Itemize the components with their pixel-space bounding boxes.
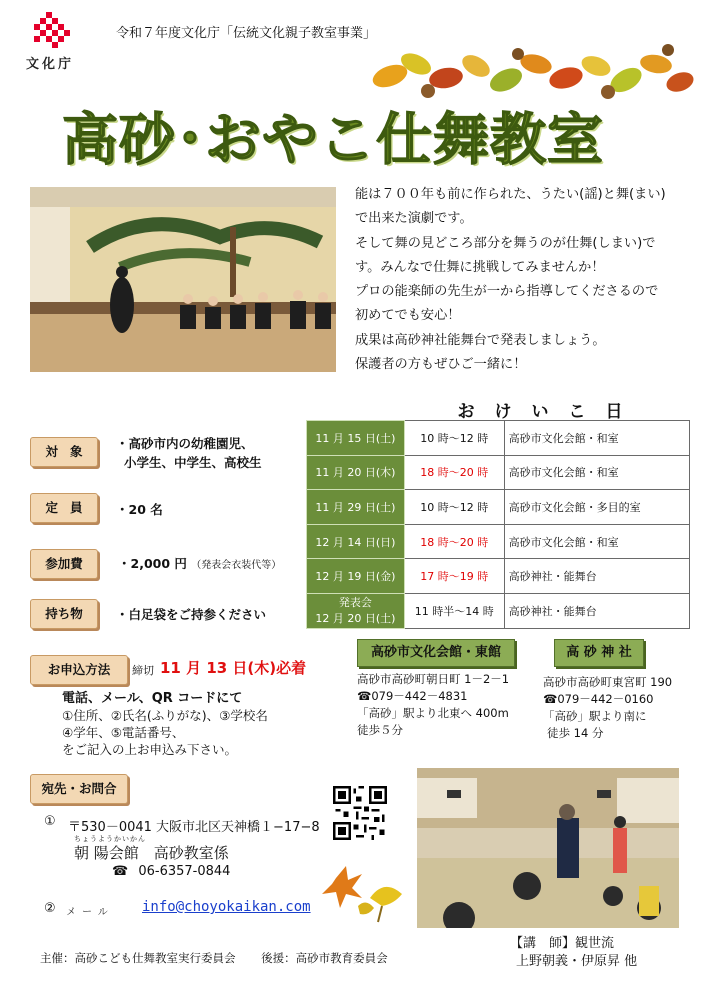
intro-line: 初めてでも安心！ bbox=[355, 308, 461, 324]
contact-address: 〒530－0041 大阪市北区天神橋１−17−8 bbox=[68, 820, 320, 835]
org-ruby: ちょうようかいかん bbox=[74, 835, 146, 843]
capacity-value: ・20 名 bbox=[116, 502, 163, 517]
items-label: 持ち物 bbox=[30, 599, 98, 629]
email-label: メール bbox=[66, 907, 114, 918]
page-title: 高砂･おやこ仕舞教室 bbox=[62, 108, 604, 173]
intro-line: す。みんなで仕舞に挑戦してみませんか！ bbox=[355, 259, 605, 275]
autumn-leaf-icon bbox=[318, 858, 410, 928]
schedule-place: 高砂神社・能舞台 bbox=[504, 559, 689, 594]
venue2-info bbox=[543, 674, 672, 742]
intro-line: で出来た演劇です。 bbox=[355, 211, 473, 227]
supporter: 後援：高砂市教育委員会 bbox=[261, 951, 388, 965]
class-photo bbox=[417, 768, 679, 928]
table-row bbox=[307, 559, 690, 594]
fee-info bbox=[118, 554, 281, 575]
schedule-date: 12 月 19 日(金) bbox=[307, 559, 405, 594]
intro-line: 成果は高砂神社能舞台で発表しましょう。 bbox=[355, 332, 606, 348]
target-label: 対象 bbox=[30, 437, 98, 467]
phone-icon: ☎ bbox=[112, 864, 129, 879]
schedule-time: 11 時半～14 時 bbox=[404, 593, 504, 628]
schedule-time: 18 時～20 時 bbox=[404, 524, 504, 559]
schedule-date: 11 月 20 日(木) bbox=[307, 455, 405, 490]
venue2-line: ☎079－442－0160 bbox=[543, 692, 654, 706]
schedule-time: 17 時～19 時 bbox=[404, 559, 504, 594]
intro-line: 保護者の方もぜひご一緒に！ bbox=[355, 357, 527, 373]
venue1-line: ☎079－442－4831 bbox=[357, 689, 468, 703]
teacher-label: 【講 師】観世流 bbox=[510, 936, 615, 951]
noh-performance-photo bbox=[30, 187, 336, 372]
schedule-time: 10 時～12 時 bbox=[404, 421, 504, 456]
contact-tel-row bbox=[112, 864, 230, 879]
apply-method: 電話、メール、QR コードにて bbox=[62, 691, 243, 706]
schedule-date bbox=[307, 593, 405, 628]
recital-note: 発表会 bbox=[338, 595, 372, 609]
schedule-place: 高砂市文化会館・和室 bbox=[504, 421, 689, 456]
venue1-info bbox=[357, 671, 509, 739]
schedule-place: 高砂市文化会館・和室 bbox=[504, 524, 689, 559]
venue2-name: 高 砂 神 社 bbox=[554, 639, 644, 667]
items-value: ・白足袋をご持参ください bbox=[116, 607, 267, 622]
organizer: 主催：高砂こども仕舞教室実行委員会 bbox=[40, 951, 236, 965]
venue2-line: 高砂市高砂町東宮町 190 bbox=[543, 675, 673, 689]
agency-logo-text: 文化庁 bbox=[26, 57, 75, 72]
table-row bbox=[307, 593, 690, 628]
apply-line: ①住所、②氏名(ふりがな)、③学校名 bbox=[62, 708, 268, 723]
schedule-date: 11 月 15 日(土) bbox=[307, 421, 405, 456]
venue1-line: 徒歩５分 bbox=[357, 723, 403, 737]
contact-num1: ① bbox=[44, 814, 56, 829]
deadline-date: 11 月 13 日(木)必着 bbox=[160, 659, 307, 677]
schedule-time: 18 時～20 時 bbox=[404, 455, 504, 490]
table-row bbox=[307, 421, 690, 456]
table-row bbox=[307, 455, 690, 490]
apply-line: ④学年、⑤電話番号、 bbox=[62, 725, 185, 740]
schedule-title: おけいこ日 bbox=[457, 402, 643, 422]
intro-line: そして舞の見どころ部分を舞うのが仕舞(しまい)で bbox=[355, 235, 656, 251]
fee-value: ・2,000 円 bbox=[118, 556, 187, 571]
contact-org: 朝 陽会館 高砂教室係 bbox=[74, 844, 229, 862]
recital-date: 12 月 20 日(土) bbox=[315, 611, 396, 625]
capacity-label: 定員 bbox=[30, 493, 98, 523]
table-row bbox=[307, 490, 690, 525]
schedule-place: 高砂神社・能舞台 bbox=[504, 593, 689, 628]
target-line: 小学生、中学生、高校生 bbox=[124, 455, 262, 470]
intro-text bbox=[355, 183, 695, 377]
schedule-time: 10 時～12 時 bbox=[404, 490, 504, 525]
apply-line: をご記入の上お申込み下さい。 bbox=[62, 742, 238, 757]
deadline-label: 締切 bbox=[132, 664, 154, 677]
target-line: ・高砂市内の幼稚園児、 bbox=[116, 436, 254, 451]
contact-label: 宛先・お問合 bbox=[30, 774, 128, 804]
agency-logo-icon bbox=[28, 12, 72, 52]
apply-instructions bbox=[62, 690, 268, 758]
schedule-place: 高砂市文化会館・多目的室 bbox=[504, 490, 689, 525]
fee-note: （発表会衣装代等） bbox=[191, 560, 282, 571]
apply-label: お申込方法 bbox=[30, 655, 128, 685]
schedule-date: 11 月 29 日(土) bbox=[307, 490, 405, 525]
schedule-place: 高砂市文化会館・和室 bbox=[504, 455, 689, 490]
venue1-line: 「高砂」駅より北東へ 400m bbox=[357, 706, 509, 720]
venue1-name: 高砂市文化会館・東館 bbox=[357, 639, 515, 667]
schedule-date: 12 月 14 日(日) bbox=[307, 524, 405, 559]
venue1-line: 高砂市高砂町朝日町 1－2－1 bbox=[357, 672, 510, 686]
contact-tel: 06-6357-0844 bbox=[138, 864, 231, 879]
target-info bbox=[116, 434, 262, 472]
contact-num2: ② bbox=[44, 901, 56, 916]
schedule-table bbox=[306, 420, 690, 629]
table-row bbox=[307, 524, 690, 559]
program-name: 令和７年度文化庁「伝統文化親子教室事業」 bbox=[116, 26, 377, 41]
venue2-line: 「高砂」駅より南に bbox=[543, 709, 647, 723]
intro-line: プロの能楽師の先生が一から指導してくださるので bbox=[355, 284, 659, 300]
footer bbox=[40, 950, 388, 966]
email-link[interactable]: info@choyokaikan.com bbox=[142, 899, 311, 915]
fee-label: 参加費 bbox=[30, 549, 98, 579]
intro-line: 能は７００年も前に作られた、うたい(謡)と舞(まい) bbox=[355, 187, 666, 202]
teacher-names: 上野朝義・伊原昇 他 bbox=[516, 954, 638, 969]
teacher-info bbox=[510, 935, 637, 971]
venue2-line: 徒歩 14 分 bbox=[547, 726, 604, 740]
qr-code-icon[interactable] bbox=[333, 786, 387, 840]
